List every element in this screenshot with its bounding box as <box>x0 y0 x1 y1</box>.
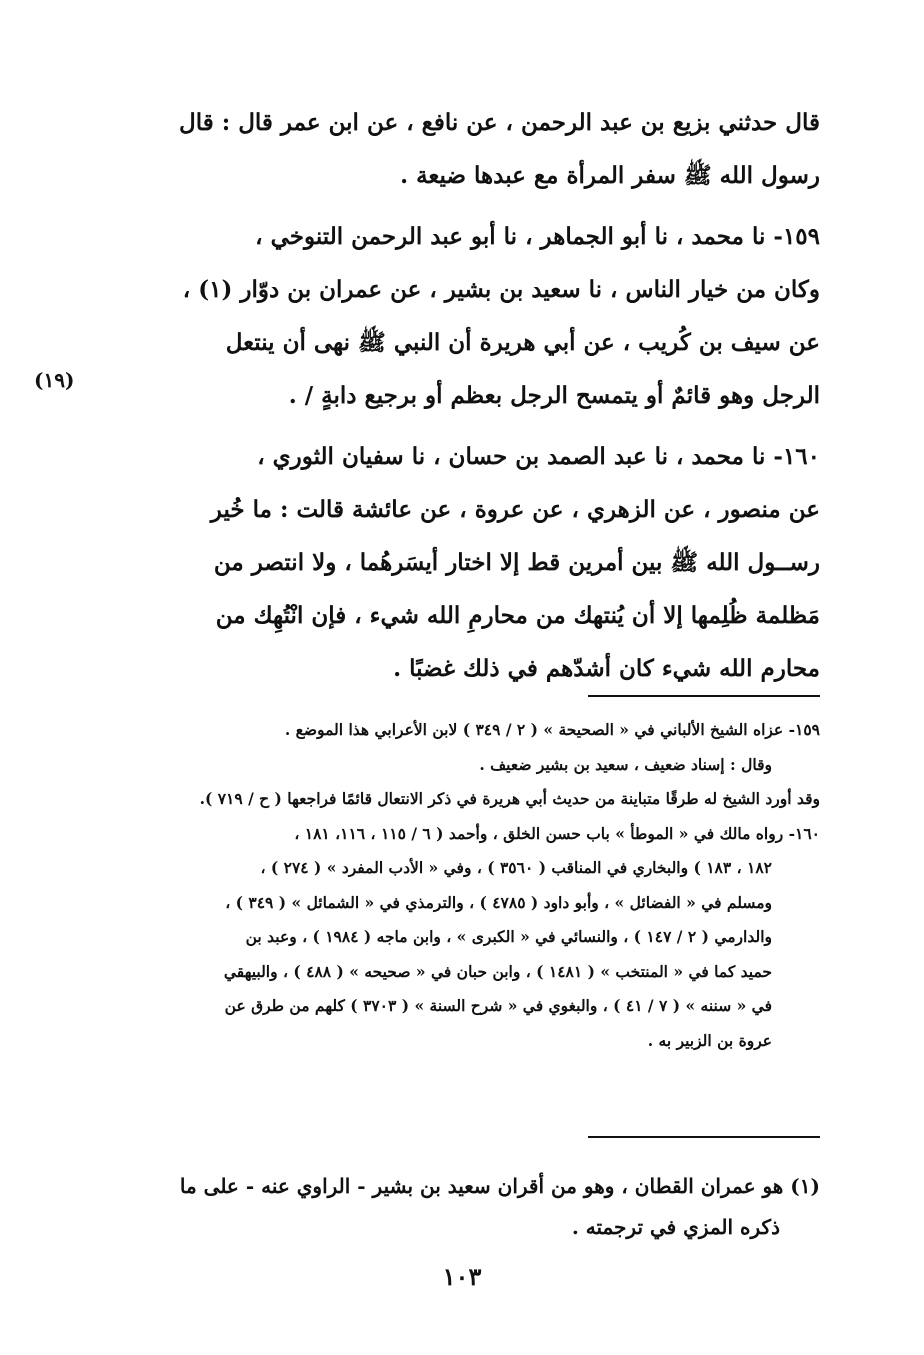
note-line: ١٦٠- رواه مالك في « الموطأ » باب حسن الخلق ، وأحمد ( ٦ / ١١٥ ، ١١٦، ١٨١ ، <box>294 823 820 843</box>
footnote-divider <box>588 1136 820 1138</box>
note-line: عروة بن الزبير به . <box>647 1030 772 1050</box>
note-line: والدارمي ( ٢ / ١٤٧ ) ، والنسائي في « الكبرى » ، وابن ماجه ( ١٩٨٤ ) ، وعبد بن <box>245 927 772 946</box>
takhrij-notes <box>112 713 820 1058</box>
text-line: رسول الله ﷺ سفر المرأة مع عبدها ضيعة . <box>400 162 820 189</box>
text-line: ١٥٩- نا محمد ، نا أبو الجماهر ، نا أبو عبد الرحمن التنوخي ، <box>255 223 820 250</box>
note-line: ١٨٢ ، ١٨٣ ) والبخاري في المناقب ( ٣٥٦٠ ) ، وفي « الأدب المفرد » ( ٢٧٤ ) ، <box>260 858 772 877</box>
paragraph-160 <box>112 430 820 695</box>
text-line: عن سيف بن كُريب ، عن أبي هريرة أن النبي ﷺ نهى أن ينتعل <box>225 329 820 356</box>
note-line: حميد كما في « المنتخب » ( ١٤٨١ ) ، وابن حبان في « صحيحه » ( ٤٨٨ ) ، والبيهقي <box>223 961 772 981</box>
text-line: مَظلمة ظُلِمها إلا أن يُنتهك من محارمِ الله شيء ، فإن انْتُهِك من <box>215 602 820 629</box>
paragraph-1 <box>112 96 820 202</box>
text-line: محارم الله شيء كان أشدّهم في ذلك غضبًا . <box>393 655 820 682</box>
page-number: ١٠٣ <box>442 1262 482 1291</box>
footnote <box>112 1166 820 1248</box>
main-text <box>112 96 820 703</box>
note-line: ومسلم في « الفضائل » ، وأبو داود ( ٤٧٨٥ ) ، والترمذي في « الشمائل » ( ٣٤٩ ) ، <box>225 892 772 912</box>
text-line: الرجل وهو قائمٌ أو يتمسح الرجل بعظم أو برجيع دابةٍ / . <box>288 382 820 409</box>
text-line: عن منصور ، عن الزهري ، عن عروة ، عن عائشة قالت : ما خُير <box>210 496 820 523</box>
note-line: ١٥٩- عزاه الشيخ الألباني في « الصحيحة » ( ٢ / ٣٤٩ ) لابن الأعرابي هذا الموضع . <box>284 720 820 739</box>
note-line: وقد أورد الشيخ له طرقًا متباينة من حديث أبي هريرة في ذكر الانتعال قائمًا فراجعها ( ح / ٧١٩ ). <box>199 789 820 808</box>
note-line: في « سننه » ( ٧ / ٤١ ) ، والبغوي في « شرح السنة » ( ٣٧٠٣ ) كلهم من طرق عن <box>224 996 772 1015</box>
paragraph-159 <box>112 210 820 422</box>
footnote-line: ذكره المزي في ترجمته . <box>571 1215 780 1239</box>
text-line: ١٦٠- نا محمد ، نا عبد الصمد بن حسان ، نا سفيان الثوري ، <box>257 443 820 470</box>
margin-page-marker: (١٩) <box>34 368 75 392</box>
note-line: وقال : إسناد ضعيف ، سعيد بن بشير ضعيف . <box>479 754 772 774</box>
text-line: وكان من خيار الناس ، نا سعيد بن بشير ، عن عمران بن دوّار (١) ، <box>182 276 820 303</box>
notes-divider <box>588 695 820 697</box>
text-line: رســول الله ﷺ بين أمرين قط إلا اختار أيسَرهُما ، ولا انتصر من <box>213 549 820 576</box>
text-line: قال حدثني بزيع بن عبد الرحمن ، عن نافع ، عن ابن عمر قال : قال <box>178 109 820 136</box>
footnote-line: (١) هو عمران القطان ، وهو من أقران سعيد بن بشير - الراوي عنه - على ما <box>179 1174 820 1198</box>
